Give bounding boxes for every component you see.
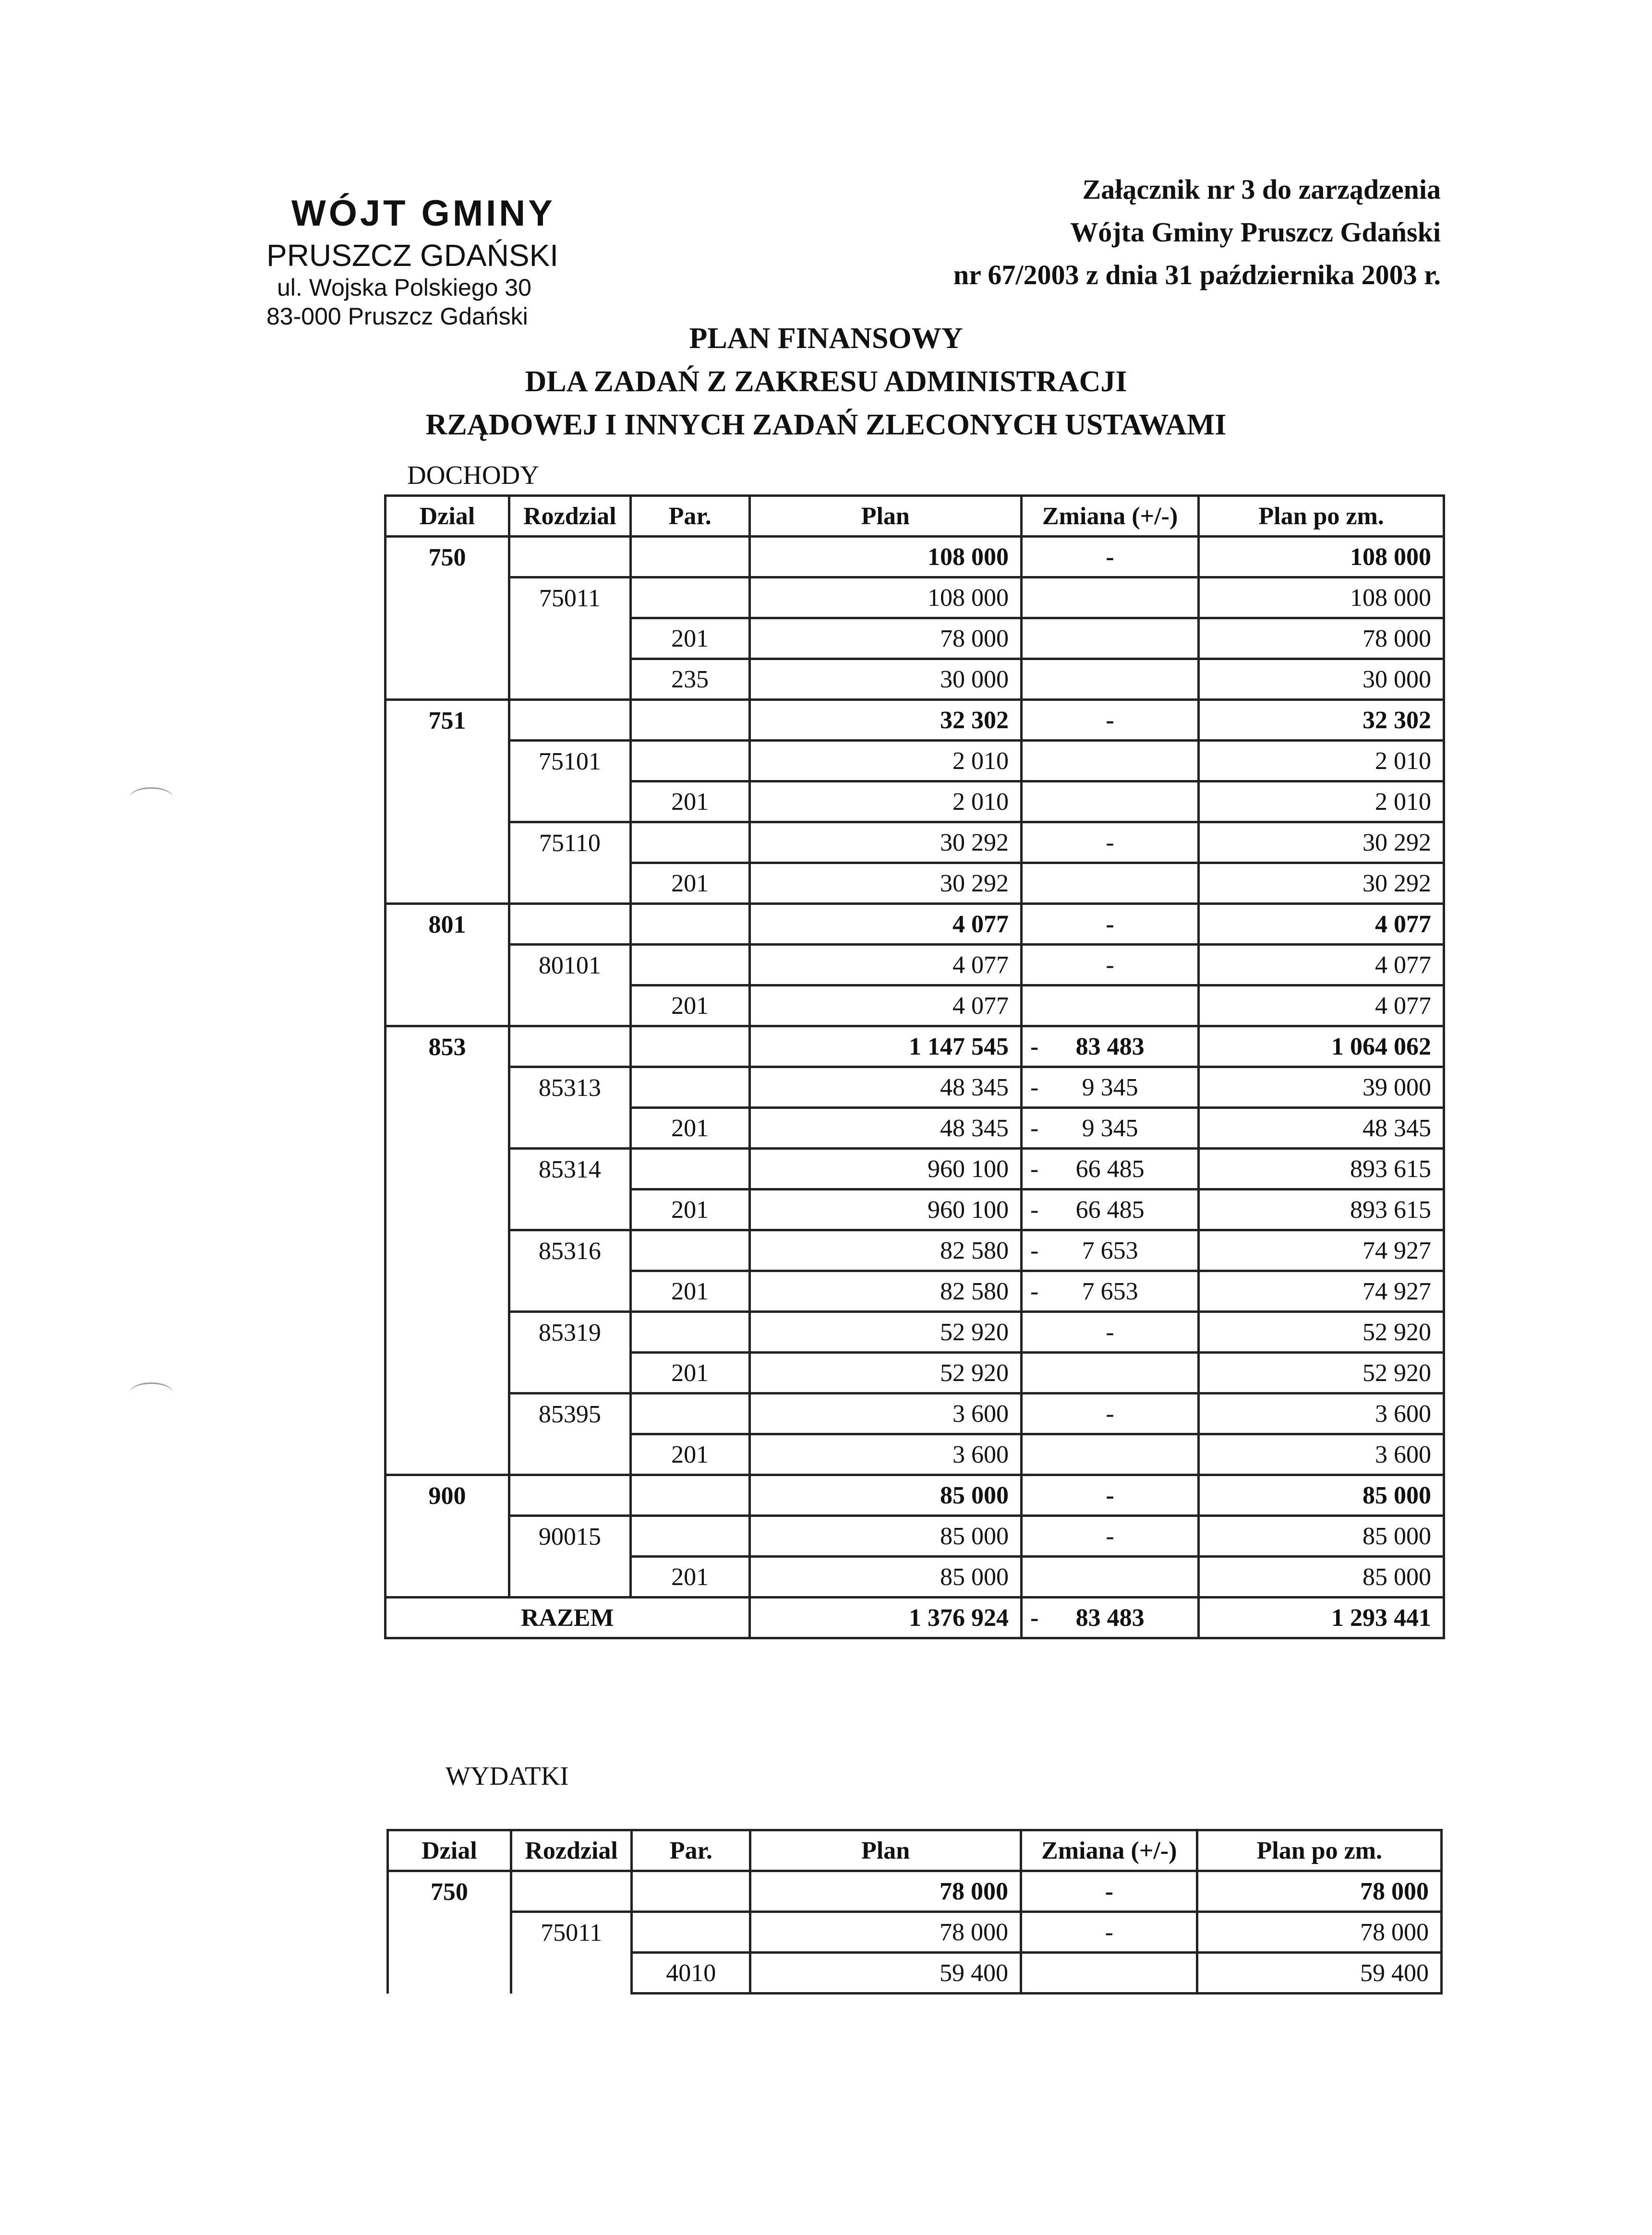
total-label: RAZEM: [386, 1598, 750, 1638]
cell-dzial: [386, 985, 509, 1026]
table-row: [386, 741, 1444, 781]
cell-par: [630, 537, 749, 577]
header-par: Par.: [632, 1830, 750, 1871]
cell-plan: 4 077: [749, 904, 1021, 945]
cell-plan: 48 345: [749, 1108, 1021, 1149]
cell-rozdzial: [509, 904, 630, 945]
table-row: [386, 1108, 1444, 1149]
cell-dzial: [386, 1067, 509, 1108]
cell-plan-po-zm: 1 064 062: [1199, 1026, 1444, 1067]
cell-zmiana: -: [1022, 1516, 1199, 1557]
annex-line-1: Załącznik nr 3 do zarządzenia: [1082, 174, 1441, 205]
table-row: [386, 1434, 1444, 1475]
cell-par: [630, 1312, 749, 1353]
cell-plan: 52 920: [749, 1312, 1021, 1353]
cell-zmiana: [1021, 1953, 1197, 1994]
cell-plan-po-zm: 78 000: [1197, 1912, 1442, 1953]
stamp-line-4: 83-000 Pruszcz Gdański: [266, 303, 528, 330]
zmiana-value: 7 653: [1082, 1237, 1138, 1264]
total-row: [386, 1598, 1444, 1638]
cell-zmiana: -: [1021, 1871, 1197, 1912]
cell-zmiana: -: [1022, 537, 1199, 577]
cell-par: 235: [630, 659, 749, 700]
cell-plan-po-zm: 85 000: [1199, 1557, 1444, 1598]
cell-par: 201: [630, 1190, 749, 1230]
table-row: [386, 945, 1444, 985]
cell-dzial: [388, 1953, 511, 1994]
cell-plan: 85 000: [749, 1557, 1021, 1598]
cell-plan-po-zm: 108 000: [1199, 537, 1444, 577]
cell-plan: 30 292: [749, 863, 1021, 904]
cell-plan-po-zm: 78 000: [1197, 1871, 1442, 1912]
total-plan: 1 376 924: [749, 1598, 1021, 1638]
cell-rozdzial: [509, 1108, 630, 1149]
table-row: [386, 1353, 1444, 1394]
cell-rozdzial: 75110: [509, 822, 630, 863]
cell-par: [632, 1871, 750, 1912]
zmiana-sign: -: [1030, 1073, 1039, 1101]
cell-rozdzial: [509, 659, 630, 700]
cell-par: [630, 1026, 749, 1067]
cell-plan: 52 920: [749, 1353, 1021, 1394]
cell-rozdzial: 90015: [509, 1516, 630, 1557]
cell-par: [632, 1912, 750, 1953]
cell-plan-po-zm: 32 302: [1199, 700, 1444, 741]
wydatki-body: [388, 1871, 1442, 1994]
cell-plan-po-zm: 30 292: [1199, 863, 1444, 904]
cell-par: [630, 577, 749, 618]
cell-plan-po-zm: 74 927: [1199, 1230, 1444, 1271]
cell-dzial: [386, 863, 509, 904]
header-rozdzial: Rozdzial: [509, 496, 630, 537]
document-title: [0, 317, 1652, 446]
table-row: [386, 1394, 1444, 1434]
cell-par: 201: [630, 863, 749, 904]
cell-zmiana: [1022, 1353, 1199, 1394]
cell-zmiana: [1022, 1557, 1199, 1598]
table-row: [386, 985, 1444, 1026]
header-plan-po-zm: Plan po zm.: [1197, 1830, 1442, 1871]
cell-par: [630, 1516, 749, 1557]
dochody-body: [386, 537, 1444, 1638]
cell-plan: 1 147 545: [749, 1026, 1021, 1067]
cell-rozdzial: 75101: [509, 741, 630, 781]
zmiana-sign: -: [1030, 1237, 1039, 1264]
table-row: [386, 1149, 1444, 1190]
zmiana-value: 83 483: [1075, 1033, 1145, 1060]
cell-rozdzial: 75011: [511, 1912, 632, 1953]
zmiana-sign: -: [1030, 1604, 1039, 1632]
table-row: [388, 1912, 1442, 1953]
cell-dzial: [386, 1230, 509, 1271]
cell-plan-po-zm: 52 920: [1199, 1353, 1444, 1394]
cell-plan-po-zm: 48 345: [1199, 1108, 1444, 1149]
zmiana-value: 9 345: [1082, 1073, 1138, 1101]
cell-zmiana: -: [1022, 904, 1199, 945]
cell-dzial: [386, 618, 509, 659]
cell-zmiana: [1022, 618, 1199, 659]
table-row: [386, 537, 1444, 577]
title-line-2: DLA ZADAŃ Z ZAKRESU ADMINISTRACJI: [525, 365, 1127, 398]
header-plan: Plan: [749, 496, 1021, 537]
cell-par: 201: [630, 1271, 749, 1312]
cell-dzial: [386, 659, 509, 700]
cell-rozdzial: 80101: [509, 945, 630, 985]
cell-dzial: [386, 1312, 509, 1353]
zmiana-value: 83 483: [1075, 1604, 1145, 1632]
cell-par: 201: [630, 1557, 749, 1598]
table-row: [386, 1475, 1444, 1516]
cell-dzial: [386, 577, 509, 618]
cell-zmiana: [1022, 1434, 1199, 1475]
cell-rozdzial: 85395: [509, 1394, 630, 1434]
table-header-row: [388, 1830, 1442, 1871]
cell-plan: 2 010: [749, 781, 1021, 822]
cell-plan-po-zm: 108 000: [1199, 577, 1444, 618]
cell-rozdzial: [509, 1475, 630, 1516]
cell-dzial: [386, 1190, 509, 1230]
table-row: [386, 1516, 1444, 1557]
header-dzial: Dzial: [386, 496, 509, 537]
cell-plan: 59 400: [750, 1953, 1021, 1994]
cell-plan-po-zm: 85 000: [1199, 1475, 1444, 1516]
cell-plan-po-zm: 2 010: [1199, 781, 1444, 822]
dochody-label: DOCHODY: [407, 460, 539, 490]
table-row: [386, 863, 1444, 904]
cell-zmiana: [1022, 659, 1199, 700]
cell-plan: 78 000: [750, 1871, 1021, 1912]
cell-plan-po-zm: 3 600: [1199, 1394, 1444, 1434]
cell-dzial: 750: [386, 537, 509, 577]
header-zmiana: Zmiana (+/-): [1021, 1830, 1197, 1871]
cell-zmiana: [1022, 1026, 1199, 1067]
table-row: [386, 659, 1444, 700]
table-row: [388, 1953, 1442, 1994]
cell-plan: 78 000: [749, 618, 1021, 659]
cell-zmiana: [1022, 781, 1199, 822]
scan-punch-mark: [130, 787, 173, 808]
cell-plan-po-zm: 4 077: [1199, 985, 1444, 1026]
cell-rozdzial: [511, 1871, 632, 1912]
cell-rozdzial: 75011: [509, 577, 630, 618]
cell-dzial: [386, 945, 509, 985]
cell-par: 201: [630, 1434, 749, 1475]
cell-dzial: [386, 1353, 509, 1394]
cell-plan-po-zm: 4 077: [1199, 945, 1444, 985]
cell-rozdzial: [509, 1190, 630, 1230]
cell-rozdzial: [509, 985, 630, 1026]
cell-zmiana: -: [1022, 1312, 1199, 1353]
cell-par: [630, 700, 749, 741]
table-row: [386, 618, 1444, 659]
cell-par: 201: [630, 781, 749, 822]
dochody-table: [384, 494, 1445, 1639]
cell-plan: 3 600: [749, 1394, 1021, 1434]
cell-zmiana: [1022, 985, 1199, 1026]
cell-par: 201: [630, 1353, 749, 1394]
cell-par: [630, 1475, 749, 1516]
cell-dzial: [388, 1912, 511, 1953]
cell-par: [630, 945, 749, 985]
table-row: [386, 781, 1444, 822]
table-row: [386, 1271, 1444, 1312]
cell-plan-po-zm: 4 077: [1199, 904, 1444, 945]
cell-zmiana: -: [1021, 1912, 1197, 1953]
cell-par: 201: [630, 1108, 749, 1149]
cell-dzial: [386, 1394, 509, 1434]
cell-plan-po-zm: 59 400: [1197, 1953, 1442, 1994]
cell-par: [630, 1230, 749, 1271]
cell-dzial: [386, 781, 509, 822]
title-line-1: PLAN FINANSOWY: [689, 322, 963, 355]
cell-rozdzial: 85316: [509, 1230, 630, 1271]
title-line-3: RZĄDOWEJ I INNYCH ZADAŃ ZLECONYCH USTAWAMI: [425, 409, 1227, 441]
table-row: [386, 1067, 1444, 1108]
cell-dzial: [386, 1516, 509, 1557]
cell-rozdzial: [509, 1353, 630, 1394]
cell-rozdzial: [511, 1953, 632, 1994]
cell-plan-po-zm: 52 920: [1199, 1312, 1444, 1353]
cell-zmiana: [1022, 863, 1199, 904]
cell-plan-po-zm: 85 000: [1199, 1516, 1444, 1557]
cell-zmiana: -: [1022, 1394, 1199, 1434]
header-rozdzial: Rozdzial: [511, 1830, 632, 1871]
cell-dzial: 853: [386, 1026, 509, 1067]
annex-line-3: nr 67/2003 z dnia 31 października 2003 r.: [953, 259, 1441, 290]
cell-par: [630, 741, 749, 781]
office-stamp: [266, 190, 558, 331]
cell-dzial: 900: [386, 1475, 509, 1516]
cell-zmiana: [1022, 1108, 1199, 1149]
cell-plan: 960 100: [749, 1190, 1021, 1230]
cell-zmiana: [1022, 1067, 1199, 1108]
cell-par: [630, 822, 749, 863]
header-dzial: Dzial: [388, 1830, 511, 1871]
cell-rozdzial: [509, 1434, 630, 1475]
table-row: [386, 1230, 1444, 1271]
cell-plan: 2 010: [749, 741, 1021, 781]
cell-rozdzial: [509, 1557, 630, 1598]
cell-dzial: [386, 1271, 509, 1312]
total-plan-po-zm: 1 293 441: [1199, 1598, 1444, 1638]
table-row: [386, 822, 1444, 863]
table-row: [386, 700, 1444, 741]
cell-plan-po-zm: 78 000: [1199, 618, 1444, 659]
cell-plan-po-zm: 30 000: [1199, 659, 1444, 700]
cell-zmiana: -: [1022, 1475, 1199, 1516]
cell-plan-po-zm: 893 615: [1199, 1190, 1444, 1230]
cell-plan: 108 000: [749, 577, 1021, 618]
cell-plan-po-zm: 2 010: [1199, 741, 1444, 781]
stamp-line-2: PRUSZCZ GDAŃSKI: [266, 238, 559, 273]
cell-rozdzial: [509, 700, 630, 741]
cell-par: [630, 1067, 749, 1108]
cell-zmiana: [1022, 1149, 1199, 1190]
total-zmiana: [1022, 1598, 1199, 1638]
table-header-row: [386, 496, 1444, 537]
zmiana-sign: -: [1030, 1114, 1039, 1142]
cell-plan: 3 600: [749, 1434, 1021, 1475]
cell-dzial: [386, 1557, 509, 1598]
wydatki-table: [386, 1829, 1443, 1995]
zmiana-value: 9 345: [1082, 1114, 1138, 1142]
header-par: Par.: [630, 496, 749, 537]
table-row: [386, 1312, 1444, 1353]
cell-plan-po-zm: 39 000: [1199, 1067, 1444, 1108]
table-row: [386, 1557, 1444, 1598]
table-row: [386, 1026, 1444, 1067]
cell-plan-po-zm: 74 927: [1199, 1271, 1444, 1312]
zmiana-sign: -: [1030, 1277, 1039, 1305]
cell-rozdzial: [509, 781, 630, 822]
cell-plan: 32 302: [749, 700, 1021, 741]
cell-rozdzial: [509, 863, 630, 904]
cell-zmiana: [1022, 1190, 1199, 1230]
cell-zmiana: -: [1022, 945, 1199, 985]
cell-par: 201: [630, 618, 749, 659]
table-row: [386, 904, 1444, 945]
cell-plan: 4 077: [749, 945, 1021, 985]
zmiana-value: 66 485: [1075, 1155, 1145, 1183]
table-row: [388, 1871, 1442, 1912]
cell-rozdzial: [509, 1026, 630, 1067]
cell-plan: 108 000: [749, 537, 1021, 577]
cell-dzial: 750: [388, 1871, 511, 1912]
cell-plan: 4 077: [749, 985, 1021, 1026]
cell-plan: 30 292: [749, 822, 1021, 863]
cell-zmiana: [1022, 741, 1199, 781]
cell-dzial: [386, 1149, 509, 1190]
cell-plan: 82 580: [749, 1271, 1021, 1312]
cell-dzial: [386, 822, 509, 863]
cell-par: 4010: [632, 1953, 750, 1994]
zmiana-sign: -: [1030, 1196, 1039, 1224]
cell-plan: 960 100: [749, 1149, 1021, 1190]
zmiana-value: 66 485: [1075, 1196, 1145, 1224]
cell-par: [630, 1149, 749, 1190]
cell-dzial: 801: [386, 904, 509, 945]
cell-rozdzial: 85313: [509, 1067, 630, 1108]
cell-zmiana: [1022, 1230, 1199, 1271]
zmiana-sign: -: [1030, 1155, 1039, 1183]
cell-par: [630, 1394, 749, 1434]
annex-reference: [769, 168, 1441, 296]
cell-plan: 78 000: [750, 1912, 1021, 1953]
annex-line-2: Wójta Gminy Pruszcz Gdański: [1070, 216, 1441, 248]
cell-par: [630, 904, 749, 945]
header-zmiana: Zmiana (+/-): [1022, 496, 1199, 537]
cell-zmiana: -: [1022, 822, 1199, 863]
cell-dzial: 751: [386, 700, 509, 741]
cell-dzial: [386, 1434, 509, 1475]
cell-plan-po-zm: 893 615: [1199, 1149, 1444, 1190]
table-row: [386, 1190, 1444, 1230]
wydatki-label: WYDATKI: [446, 1761, 569, 1790]
cell-dzial: [386, 741, 509, 781]
cell-plan-po-zm: 30 292: [1199, 822, 1444, 863]
cell-plan: 85 000: [749, 1475, 1021, 1516]
stamp-line-1: WÓJT GMINY: [291, 193, 555, 234]
cell-plan-po-zm: 3 600: [1199, 1434, 1444, 1475]
cell-plan: 48 345: [749, 1067, 1021, 1108]
stamp-line-3: ul. Wojska Polskiego 30: [277, 274, 531, 301]
zmiana-sign: -: [1030, 1033, 1039, 1060]
cell-rozdzial: 85314: [509, 1149, 630, 1190]
header-plan-po-zm: Plan po zm.: [1199, 496, 1444, 537]
cell-rozdzial: [509, 1271, 630, 1312]
cell-zmiana: [1022, 577, 1199, 618]
cell-plan: 30 000: [749, 659, 1021, 700]
table-row: [386, 577, 1444, 618]
cell-dzial: [386, 1108, 509, 1149]
header-plan: Plan: [750, 1830, 1021, 1871]
scan-punch-mark: [130, 1382, 173, 1403]
zmiana-value: 7 653: [1082, 1277, 1138, 1305]
cell-zmiana: [1022, 1271, 1199, 1312]
cell-rozdzial: [509, 618, 630, 659]
cell-zmiana: -: [1022, 700, 1199, 741]
cell-rozdzial: 85319: [509, 1312, 630, 1353]
cell-rozdzial: [509, 537, 630, 577]
cell-par: 201: [630, 985, 749, 1026]
cell-plan: 85 000: [749, 1516, 1021, 1557]
cell-plan: 82 580: [749, 1230, 1021, 1271]
